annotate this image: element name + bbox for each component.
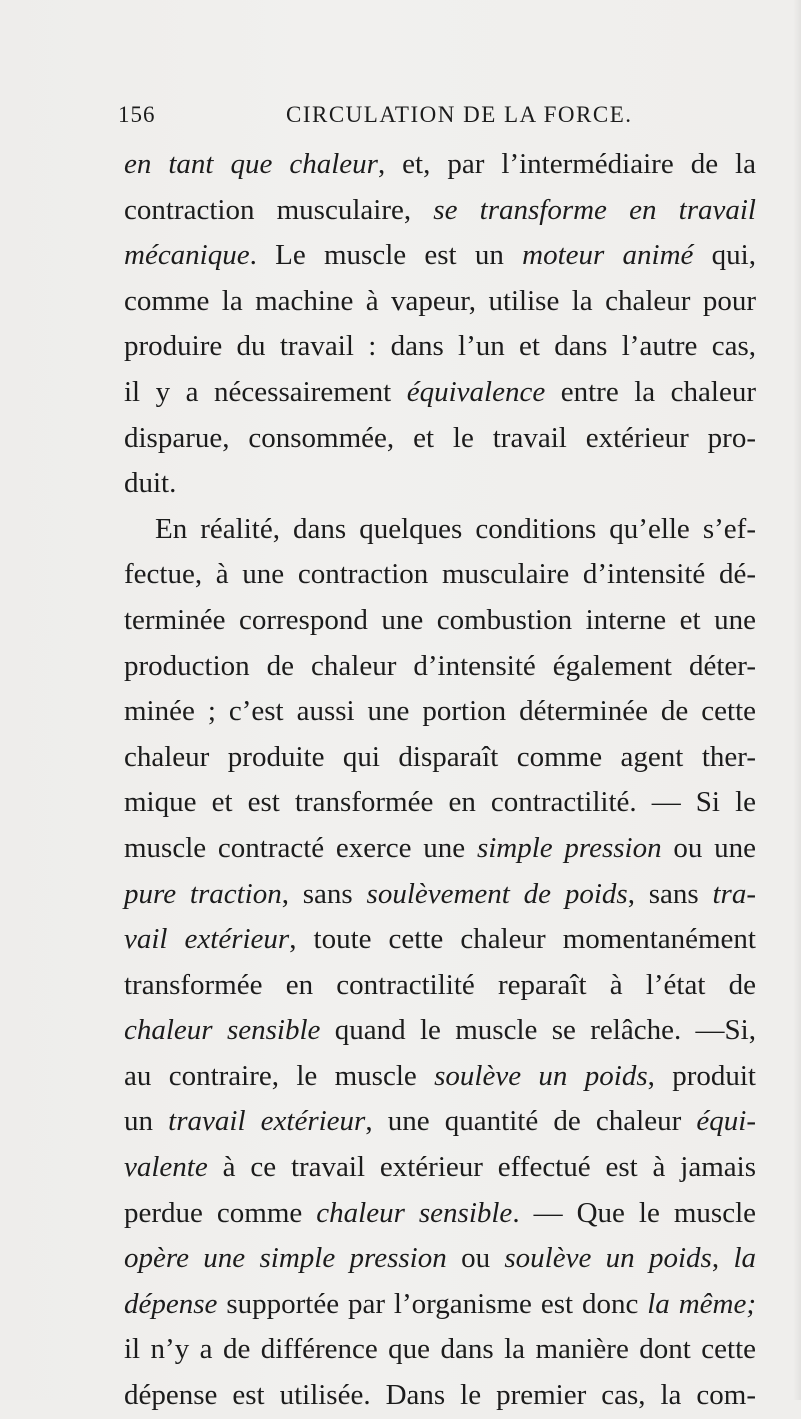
italic-text: équivalence (406, 375, 546, 408)
italic-text: pure traction (124, 877, 282, 910)
page-edge-shadow (793, 0, 801, 1400)
italic-text: opère une simple pression (124, 1242, 447, 1275)
text-segment: il n’y a de différence que dans la manière dont cette (124, 1333, 756, 1366)
italic-text: travail extérieur (168, 1105, 366, 1138)
italic-text: tra- (712, 877, 756, 910)
text-line (124, 188, 756, 234)
text-line (124, 1327, 756, 1373)
italic-text: chaleur sensible (316, 1196, 513, 1229)
text-segment: , (711, 1242, 734, 1275)
text-line (124, 826, 756, 872)
italic-text: la même; (647, 1287, 756, 1320)
text-line (124, 644, 756, 690)
text-segment: fectue, à une contraction musculaire d’intensité dé- (124, 558, 756, 591)
text-line (124, 416, 756, 462)
italic-text: la (733, 1242, 756, 1275)
italic-text: vail extérieur (124, 923, 290, 956)
text-line (124, 1236, 756, 1282)
paragraph-first-line (124, 507, 756, 553)
text-segment: dépense est utilisée. Dans le premier cas, la com- (124, 1379, 756, 1412)
text-segment: En réalité, dans quelques conditions qu’elle s’ef- (155, 512, 756, 545)
text-segment: un (124, 1105, 169, 1138)
text-segment: ou (446, 1242, 505, 1275)
page-number: 156 (118, 102, 156, 127)
italic-text: soulève un poids (434, 1059, 648, 1092)
italic-text: moteur animé (522, 239, 694, 272)
text-segment: , et, par l’intermédiaire de la (377, 148, 756, 180)
text-line (124, 689, 756, 735)
text-line (124, 917, 756, 963)
text-line (124, 780, 756, 826)
text-segment: . — Que le muscle (512, 1196, 756, 1229)
text-segment: minée ; c’est aussi une portion déterminée de cette (124, 695, 756, 728)
italic-text: équi- (696, 1105, 756, 1138)
text-line (124, 324, 756, 370)
text-segment: comme la machine à vapeur, utilise la chaleur pour (124, 284, 756, 317)
text-segment: duit. (124, 467, 177, 500)
text-line (124, 279, 756, 325)
italic-text: soulève un poids (504, 1242, 712, 1275)
text-segment: , produit (647, 1059, 756, 1092)
italic-text: valente (124, 1151, 208, 1184)
text-segment: disparue, consommée, et le travail extérieur pro- (124, 421, 756, 454)
text-line (124, 552, 756, 598)
text-line (124, 142, 756, 188)
italic-text: mécanique (124, 239, 250, 272)
page-header (118, 102, 754, 132)
text-line (124, 735, 756, 781)
text-line (124, 233, 756, 279)
italic-text: en tant que chaleur (124, 148, 378, 180)
running-title: CIRCULATION DE LA FORCE. (286, 102, 633, 127)
text-line (124, 1099, 756, 1145)
text-line (124, 1054, 756, 1100)
text-segment: , une quantité de chaleur (365, 1105, 697, 1138)
text-segment: supportée par l’organisme est donc (217, 1287, 648, 1320)
text-segment: contraction musculaire, (124, 193, 434, 226)
text-line (124, 1008, 756, 1054)
text-segment: transformée en contractilité reparaît à l’état de (124, 968, 756, 1001)
text-line (124, 461, 756, 507)
italic-text: soulèvement de poids (366, 877, 628, 910)
italic-text: simple pression (476, 831, 662, 864)
text-segment: il y a nécessairement (124, 375, 407, 408)
text-segment: à ce travail extérieur effectué est à jamais (207, 1151, 756, 1184)
text-segment: produire du travail : dans l’un et dans l’autre cas, (124, 330, 756, 363)
text-segment: mique et est transformée en contractilité. — Si le (124, 786, 756, 819)
text-segment: qui, (693, 239, 756, 272)
text-line (124, 598, 756, 644)
text-segment: ou une (661, 831, 757, 864)
text-line (124, 963, 756, 1009)
italic-text: dépense (124, 1287, 218, 1320)
text-line (124, 1191, 756, 1237)
text-segment: perdue comme (124, 1196, 317, 1229)
text-segment: quand le muscle se relâche. —Si, (320, 1014, 756, 1047)
text-line (124, 370, 756, 416)
text-segment: , sans (281, 877, 367, 910)
body-text (124, 142, 756, 1419)
text-line (124, 1282, 756, 1328)
text-segment: terminée correspond une combustion interne et une (124, 603, 756, 636)
text-segment: au contraire, le muscle (124, 1059, 435, 1092)
text-line (124, 872, 756, 918)
text-segment: muscle contracté exerce une (124, 831, 477, 864)
text-line (124, 1145, 756, 1191)
text-segment: entre la chaleur (545, 375, 756, 408)
text-segment: production de chaleur d’intensité également déter- (124, 649, 756, 682)
text-segment: , sans (627, 877, 713, 910)
italic-text: se transforme en travail (433, 193, 756, 226)
text-segment: , toute cette chaleur momentanément (289, 923, 756, 956)
text-segment: chaleur produite qui disparaît comme agent ther- (124, 740, 756, 773)
italic-text: chaleur sensible (124, 1014, 321, 1047)
text-segment: . Le muscle est un (249, 239, 523, 272)
text-line (124, 1373, 756, 1419)
